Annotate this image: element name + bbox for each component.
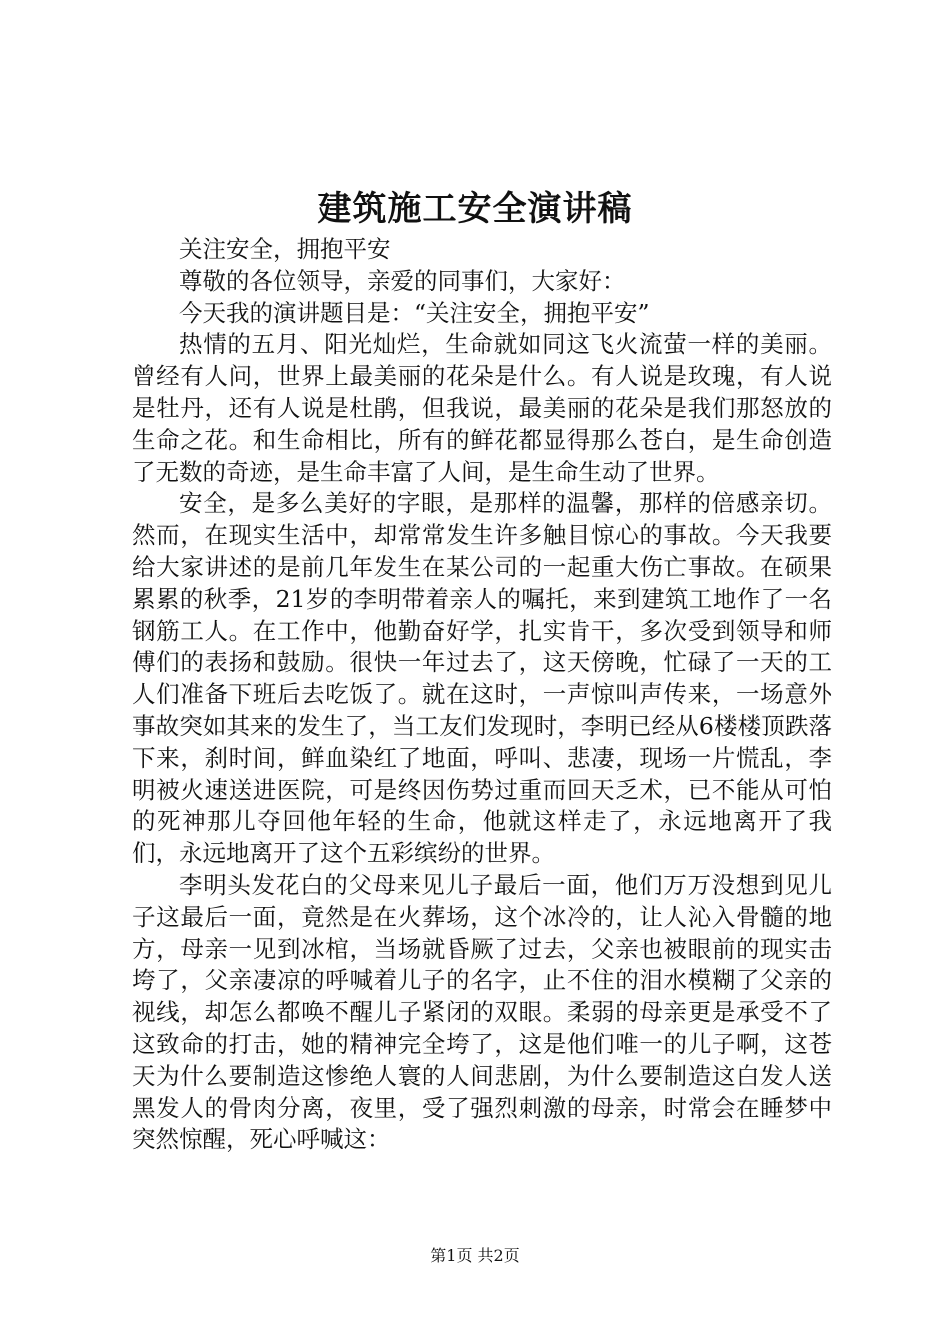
paragraph-body: 热情的五月、阳光灿烂，生命就如同这飞火流萤一样的美丽。曾经有人问，世界上最美丽的花朵是什么。有人说是玫瑰，有人说是牡丹，还有人说是杜鹃，但我说，最美丽的花朵是我们那怒放的生命之花。和生命相比，所有的鲜花都显得那么苍白，是生命创造了无数的奇迹，是生命丰富了人间，是生命生动了世界。: [132, 330, 832, 486]
document-title: 建筑施工安全演讲稿: [317, 189, 633, 229]
paragraph-body: 安全，是多么美好的字眼，是那样的温馨，那样的倍感亲切。然而，在现实生活中，却常常发生许多触目惊心的事故。今天我要给大家讲述的是前几年发生在某公司的一起重大伤亡事故。在硕果累累的秋季，21岁的李明带着亲人的嘱托，来到建筑工地作了一名钢筋工人。在工作中，他勤奋好学，扎实肯干，多次受到领导和师傅们的表扬和鼓励。很快一年过去了，这天傍晚，忙碌了一天的工人们准备下班后去吃饭了。就在这时，一声惊叫声传来，一场意外事故突如其来的发生了，当工友们发现时，李明已经从6楼楼顶跌落下来，刹时间，鲜血染红了地面，呼叫、悲凄，现场一片慌乱，李明被火速送进医院，可是终因伤势过重而回天乏术，已不能从可怕的死神那儿夺回他年轻的生命，他就这样走了，永远地离开了我们，永远地离开了这个五彩缤纷的世界。: [132, 489, 832, 868]
paragraph-topic: 今天我的演讲题目是：“关注安全，拥抱平安”: [179, 298, 650, 327]
paragraph-greeting: 尊敬的各位领导，亲爱的同事们，大家好：: [179, 266, 626, 295]
paragraph-body: 李明头发花白的父母来见儿子最后一面，他们万万没想到见儿子这最后一面，竟然是在火葬场，这个冰冷的，让人沁入骨髓的地方，母亲一见到冰棺，当场就昏厥了过去，父亲也被眼前的现实击垮了，父亲凄凉的呼喊着儿子的名字，止不住的泪水模糊了父亲的视线，却怎么都唤不醒儿子紧闭的双眼。柔弱的母亲更是承受不了这致命的打击，她的精神完全垮了，这是他们唯一的儿子啊，这苍天为什么要制造这惨绝人寰的人间悲剧，为什么要制造这白发人送黑发人的骨肉分离，夜里，受了强烈刺激的母亲，时常会在睡梦中突然惊醒，死心呼喊这：: [132, 870, 832, 1154]
document-body: [132, 234, 832, 1156]
page-number: 第1页 共2页: [430, 1246, 520, 1265]
paragraph-subtitle: 关注安全，拥抱平安: [179, 235, 391, 263]
